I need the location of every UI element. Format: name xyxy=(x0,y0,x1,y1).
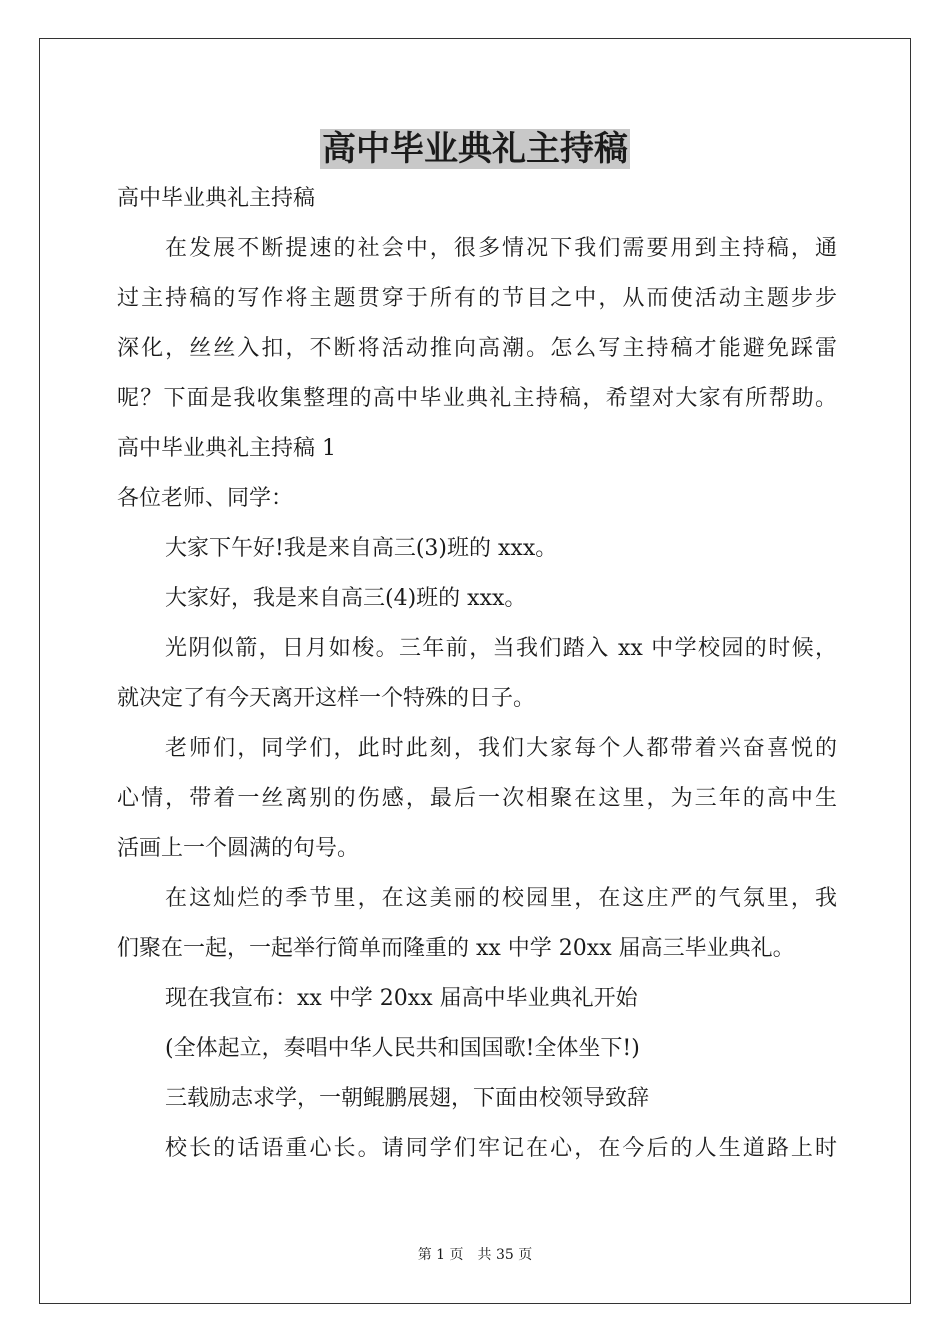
paragraph-line: 各位老师、同学： xyxy=(117,486,294,511)
paragraph-line: 现在我宣布：xx 中学 20xx 届高中毕业典礼开始 xyxy=(165,986,638,1011)
paragraph-line: 过主持稿的写作将主题贯穿于所有的节目之中，从而使活动主题步步 xyxy=(117,286,837,311)
paragraph-line: 校长的话语重心长。请同学们牢记在心，在今后的人生道路上时 xyxy=(165,1136,837,1161)
paragraph-line: 深化，丝丝入扣，不断将活动推向高潮。怎么写主持稿才能避免踩雷 xyxy=(117,336,837,361)
paragraph-line: 在发展不断提速的社会中，很多情况下我们需要用到主持稿，通 xyxy=(165,236,837,261)
document-title xyxy=(0,126,950,172)
paragraph-line: 光阴似箭，日月如梭。三年前，当我们踏入 xx 中学校园的时候， xyxy=(165,636,837,661)
page-footer xyxy=(0,1245,950,1265)
paragraph-line: 们聚在一起，一起举行简单而隆重的 xx 中学 20xx 届高三毕业典礼。 xyxy=(117,936,795,961)
document-title-text: 高中毕业典礼主持稿 xyxy=(322,129,628,169)
page-total: 共 35 页 xyxy=(477,1247,533,1263)
paragraph-line: 心情，带着一丝离别的伤感，最后一次相聚在这里，为三年的高中生 xyxy=(117,786,837,811)
paragraph-line: 大家好，我是来自高三(4)班的 xxx。 xyxy=(165,586,527,611)
paragraph-line: 老师们，同学们，此时此刻，我们大家每个人都带着兴奋喜悦的 xyxy=(165,736,837,761)
paragraph-line: 就决定了有今天离开这样一个特殊的日子。 xyxy=(117,686,536,711)
paragraph-line: 呢？下面是我收集整理的高中毕业典礼主持稿，希望对大家有所帮助。 xyxy=(117,386,837,411)
paragraph-line: 三载励志求学，一朝鲲鹏展翅，下面由校领导致辞 xyxy=(165,1086,650,1111)
paragraph-line: (全体起立，奏唱中华人民共和国国歌!全体坐下!) xyxy=(165,1036,640,1061)
paragraph-line: 大家下午好!我是来自高三(3)班的 xxx。 xyxy=(165,536,558,561)
paragraph-line: 在这灿烂的季节里，在这美丽的校园里，在这庄严的气氛里，我 xyxy=(165,886,837,911)
document-body xyxy=(117,174,837,1174)
paragraph-line: 活画上一个圆满的句号。 xyxy=(117,836,360,861)
paragraph-line: 高中毕业典礼主持稿 1 xyxy=(117,436,336,461)
paragraph-line: 高中毕业典礼主持稿 xyxy=(117,186,316,211)
page-number: 第 1 页 xyxy=(417,1247,464,1263)
